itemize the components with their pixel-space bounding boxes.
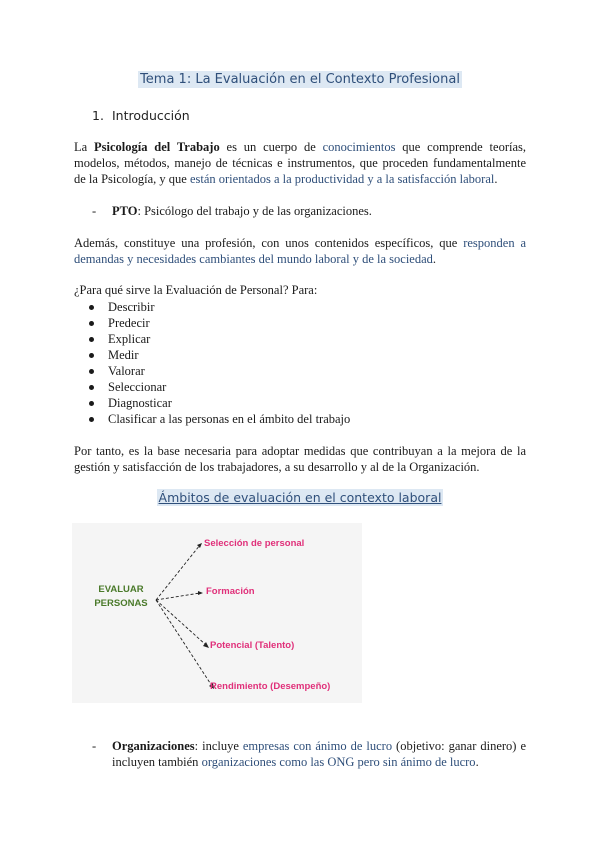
list-item: Seleccionar xyxy=(74,379,350,395)
conclusion-paragraph: Por tanto, es la base necesaria para adoptar medidas que contribuyan a la mejora de la gestión y satisfacción de los trabajadores, a su desarrollo y al de la Organización. xyxy=(74,444,526,474)
organizaciones-definition: - Organizaciones: incluye empresas con ánimo de lucro (objetivo: ganar dinero) e incluyen también organizaciones como las ONG pero sin ánimo de lucro. xyxy=(92,739,526,769)
diagram-target-seleccion: Selección de personal xyxy=(204,538,305,549)
diagram-target-rendimiento: Rendimiento (Desempeño) xyxy=(210,681,331,692)
section-number: 1. xyxy=(92,108,104,123)
highlight-ong: organizaciones como las ONG pero sin ánimo de lucro xyxy=(201,755,476,769)
term-organizaciones: Organizaciones xyxy=(112,739,195,753)
document-title: Tema 1: La Evaluación en el Contexto Profesional xyxy=(140,72,460,87)
arrowhead-icon xyxy=(198,591,203,595)
dash-bullet: - xyxy=(92,739,97,753)
intro-paragraph: La Psicología del Trabajo es un cuerpo de conocimientos que comprende teorías, modelos, métodos, manejo de técnicas e instrumentos, que proceden fundamentalmente de la Psicología, y que están orientados a la productividad y a la satisfacción laboral. xyxy=(74,140,526,186)
diagram-source: EVALUAR PERSONAS xyxy=(94,584,148,609)
list-item: Diagnosticar xyxy=(74,395,350,411)
pto-definition: - PTO: Psicólogo del trabajo y de las organizaciones. xyxy=(92,204,372,218)
term-psicologia-trabajo: Psicología del Trabajo xyxy=(94,140,220,154)
purpose-list xyxy=(74,299,350,427)
highlight-demandas: responden a demandas y necesidades cambiantes del mundo laboral y de la sociedad xyxy=(74,236,527,266)
diagram-target-potencial: Potencial (Talento) xyxy=(210,640,295,651)
diagram-target-formacion: Formación xyxy=(206,586,255,597)
diagram-arrows xyxy=(72,523,362,703)
pto-abbr: PTO xyxy=(112,204,138,218)
arrow-formacion xyxy=(156,593,200,600)
highlight-orientados: están orientados a la productividad y a la satisfacción laboral xyxy=(189,172,495,186)
diagram-title: Ámbitos de evaluación en el contexto laboral xyxy=(158,490,442,505)
profession-paragraph: Además, constituye una profesión, con unos contenidos específicos, que responden a demandas y necesidades cambiantes del mundo laboral y de la sociedad. xyxy=(74,236,527,266)
arrow-seleccion xyxy=(156,545,200,600)
arrowhead-icon xyxy=(203,642,209,648)
list-item: Valorar xyxy=(74,363,350,379)
list-item: Explicar xyxy=(74,331,350,347)
dash-bullet: - xyxy=(92,204,97,218)
section-heading xyxy=(92,108,190,123)
list-item: Describir xyxy=(74,299,350,315)
section-label: Introducción xyxy=(112,108,190,123)
highlight-conocimientos: conocimientos xyxy=(322,140,396,154)
list-item: Clasificar a las personas en el ámbito del trabajo xyxy=(74,411,350,427)
arrow-rendimiento xyxy=(156,600,212,686)
list-item: Medir xyxy=(74,347,350,363)
list-item: Predecir xyxy=(74,315,350,331)
purpose-question: ¿Para qué sirve la Evaluación de Personal? Para: xyxy=(74,283,318,297)
evaluation-diagram xyxy=(72,523,362,703)
highlight-lucro: empresas con ánimo de lucro xyxy=(242,739,393,753)
